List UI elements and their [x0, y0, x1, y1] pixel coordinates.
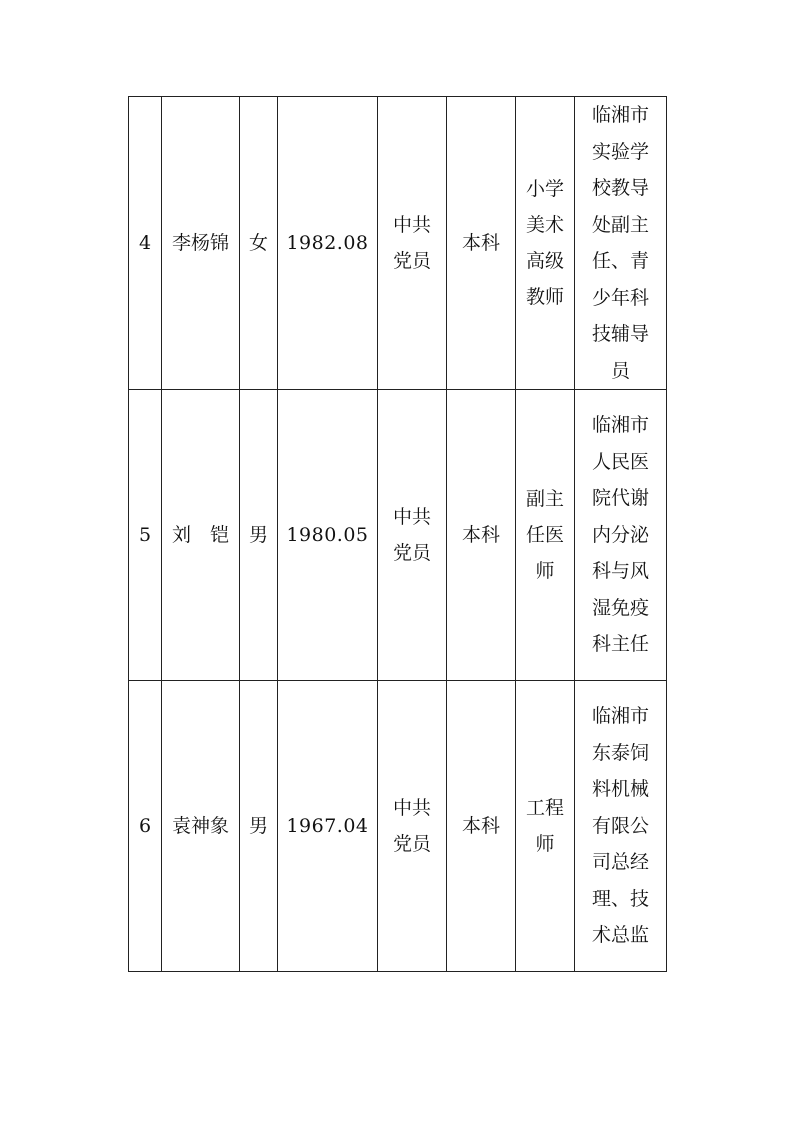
education: 本科 [447, 681, 516, 972]
job-position-text: 临湘市东泰饲料机械有限公司总经理、技术总监 [591, 705, 649, 947]
person-name: 刘 铠 [162, 390, 240, 681]
row-index: 5 [129, 390, 162, 681]
job-position [575, 390, 667, 681]
gender: 男 [240, 681, 278, 972]
row-index: 4 [129, 97, 162, 390]
table-row [129, 390, 667, 681]
birth-date: 1982.08 [278, 97, 378, 390]
professional-title [516, 681, 575, 972]
job-position [575, 97, 667, 390]
professional-title-text: 副主任医师 [525, 488, 564, 582]
political-status-text: 中共党员 [392, 214, 431, 272]
political-status [378, 97, 447, 390]
job-position-text: 临湘市实验学校教导处副主任、青少年科技辅导员 [591, 104, 649, 382]
person-name: 李杨锦 [162, 97, 240, 390]
roster-table [128, 96, 667, 972]
gender: 女 [240, 97, 278, 390]
political-status [378, 390, 447, 681]
education: 本科 [447, 97, 516, 390]
political-status-text: 中共党员 [392, 797, 431, 855]
political-status-text: 中共党员 [392, 506, 431, 564]
professional-title [516, 390, 575, 681]
person-name: 袁神象 [162, 681, 240, 972]
job-position [575, 681, 667, 972]
professional-title [516, 97, 575, 390]
professional-title-text: 工程师 [525, 797, 564, 855]
education: 本科 [447, 390, 516, 681]
job-position-text: 临湘市人民医院代谢内分泌科与风湿免疫科主任 [591, 414, 649, 656]
professional-title-text: 小学美术高级教师 [525, 178, 564, 308]
table-row [129, 97, 667, 390]
birth-date: 1967.04 [278, 681, 378, 972]
table-row [129, 681, 667, 972]
gender: 男 [240, 390, 278, 681]
birth-date: 1980.05 [278, 390, 378, 681]
row-index: 6 [129, 681, 162, 972]
political-status [378, 681, 447, 972]
